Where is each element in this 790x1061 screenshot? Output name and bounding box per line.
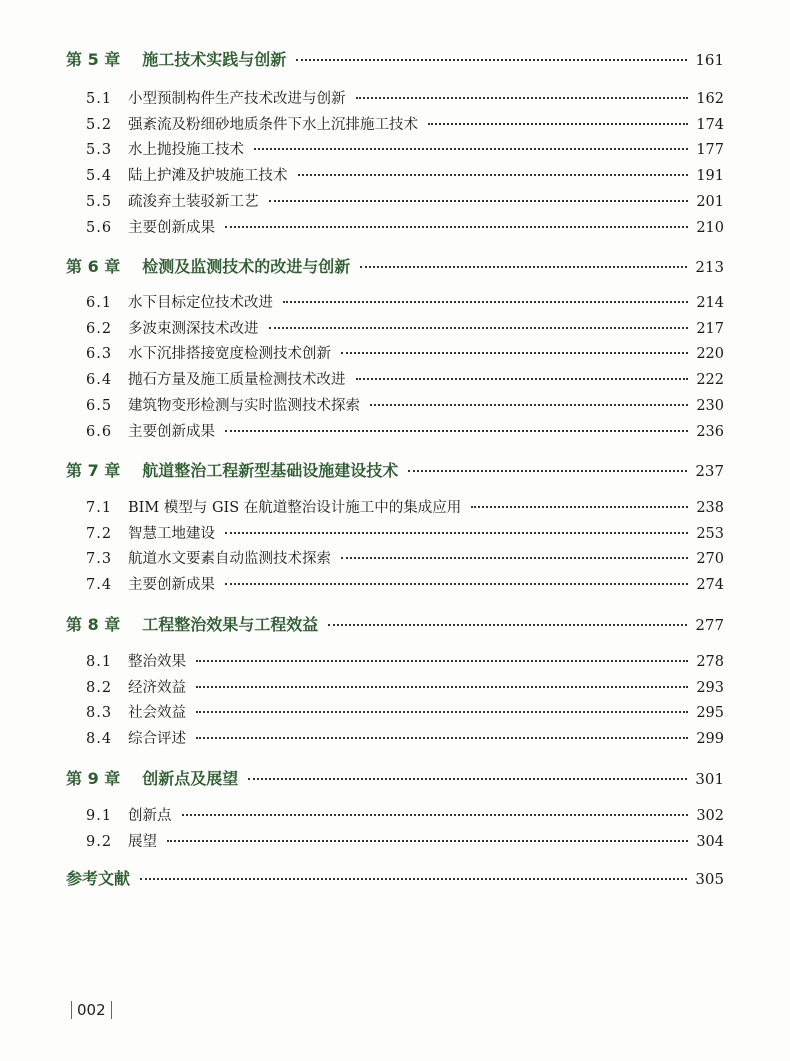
section-title: 多波束测深技术改进 — [128, 320, 259, 337]
section-page-number: 174 — [696, 116, 724, 133]
section-entry[interactable] — [86, 547, 724, 568]
section-page-number: 210 — [696, 219, 724, 236]
section-number: 5.4 — [86, 168, 113, 185]
chapter-page-number: 301 — [695, 770, 724, 788]
section-entry[interactable] — [86, 701, 724, 722]
dot-leader — [298, 174, 689, 176]
section-title: 整治效果 — [128, 654, 186, 670]
chapter-number: 第 7 章 — [66, 461, 121, 480]
chapter-number: 第 5 章 — [66, 50, 121, 69]
section-title: 主要创新成果 — [128, 219, 215, 236]
section-title: 水下目标定位技术改进 — [128, 295, 273, 311]
chapter-page-number: 213 — [695, 258, 724, 276]
dot-leader — [225, 583, 688, 585]
section-title: 主要创新成果 — [128, 423, 215, 440]
section-title: 强紊流及粉细砂地质条件下水上沉排施工技术 — [128, 116, 418, 133]
section-entry[interactable] — [86, 522, 724, 543]
section-number: 7.2 — [86, 525, 113, 542]
section-page-number: 191 — [696, 168, 724, 185]
chapter-entry[interactable] — [66, 254, 724, 277]
section-number: 8.4 — [86, 731, 113, 748]
section-page-number: 177 — [696, 142, 724, 159]
dot-leader — [471, 506, 688, 508]
section-title: 经济效益 — [128, 679, 186, 696]
chapter-number: 第 6 章 — [66, 257, 121, 276]
dot-leader — [225, 226, 688, 228]
section-page-number: 299 — [696, 731, 724, 748]
section-title: 水下沉排搭接宽度检测技术创新 — [128, 346, 331, 363]
section-number: 5.2 — [86, 116, 113, 133]
dot-leader — [360, 266, 687, 268]
chapter-title: 施工技术实践与创新 — [142, 50, 287, 69]
section-entry[interactable] — [86, 317, 724, 338]
section-entry[interactable] — [86, 727, 724, 748]
section-entry[interactable] — [86, 573, 724, 594]
ref-title: 参考文献 — [66, 869, 131, 888]
section-page-number: 293 — [696, 679, 724, 696]
section-entry[interactable] — [86, 164, 724, 185]
dot-leader — [428, 123, 688, 125]
section-title: 抛石方量及施工质量检测技术改进 — [128, 372, 346, 389]
section-page-number: 238 — [696, 500, 724, 516]
dot-leader — [341, 557, 688, 559]
section-number: 9.2 — [86, 833, 113, 850]
section-title: BIM 模型与 GIS 在航道整治设计施工中的集成应用 — [128, 500, 462, 516]
section-entry[interactable] — [86, 676, 724, 697]
chapter-page-number: 237 — [695, 462, 724, 480]
dot-leader — [296, 59, 687, 61]
chapter-entry[interactable] — [66, 458, 724, 481]
section-title: 陆上护滩及护坡施工技术 — [128, 168, 288, 185]
dot-leader — [225, 532, 688, 534]
section-number: 6.5 — [86, 397, 113, 414]
chapter-entry[interactable] — [66, 47, 724, 70]
footer-divider-left — [71, 1001, 72, 1019]
dot-leader — [254, 148, 688, 150]
dot-leader — [408, 470, 687, 472]
section-title: 小型预制构件生产技术改进与创新 — [128, 91, 346, 107]
dot-leader — [196, 737, 688, 739]
section-number: 6.6 — [86, 423, 113, 440]
section-title: 社会效益 — [128, 705, 186, 722]
section-title: 建筑物变形检测与实时监测技术探索 — [128, 397, 360, 414]
section-number: 8.1 — [86, 654, 113, 670]
chapter-number: 第 8 章 — [66, 615, 121, 634]
section-number: 8.2 — [86, 679, 113, 696]
section-page-number: 278 — [696, 654, 724, 670]
section-number: 5.6 — [86, 219, 113, 236]
section-number: 5.3 — [86, 142, 113, 159]
chapter-page-number: 161 — [695, 51, 724, 69]
section-number: 9.1 — [86, 808, 113, 824]
dot-leader — [328, 624, 687, 626]
section-page-number: 274 — [696, 577, 724, 594]
section-number: 5.5 — [86, 193, 113, 210]
section-number: 7.3 — [86, 551, 113, 568]
section-title: 主要创新成果 — [128, 577, 215, 594]
section-entry[interactable] — [86, 394, 724, 415]
dot-leader — [370, 404, 688, 406]
dot-leader — [196, 711, 688, 713]
dot-leader — [196, 660, 688, 662]
section-page-number: 295 — [696, 705, 724, 722]
section-entry[interactable] — [86, 830, 724, 851]
section-title: 疏浚弃土装驳新工艺 — [128, 193, 259, 210]
section-number: 6.3 — [86, 346, 113, 363]
section-entry[interactable] — [86, 113, 724, 134]
section-title: 综合评述 — [128, 731, 186, 748]
chapter-page-number: 277 — [695, 616, 724, 634]
section-title: 智慧工地建设 — [128, 525, 215, 542]
section-title: 航道水文要素自动监测技术探索 — [128, 551, 331, 568]
section-entry[interactable] — [86, 342, 724, 363]
section-entry[interactable] — [86, 216, 724, 237]
section-page-number: 217 — [696, 320, 724, 337]
section-entry[interactable] — [86, 368, 724, 389]
dot-leader — [248, 778, 687, 780]
section-page-number: 230 — [696, 397, 724, 414]
dot-leader — [269, 327, 689, 329]
section-number: 6.1 — [86, 295, 113, 311]
footer-page-number: 002 — [77, 1001, 106, 1019]
section-number: 8.3 — [86, 705, 113, 722]
chapter-title: 检测及监测技术的改进与创新 — [142, 257, 351, 276]
footer-divider-right — [111, 1001, 112, 1019]
chapter-number: 第 9 章 — [66, 769, 121, 788]
section-title: 水上抛投施工技术 — [128, 142, 244, 159]
section-page-number: 304 — [696, 833, 724, 850]
section-entry[interactable] — [86, 420, 724, 441]
references-entry[interactable] — [66, 866, 724, 889]
section-number: 5.1 — [86, 91, 113, 107]
chapter-title: 工程整治效果与工程效益 — [142, 615, 319, 634]
section-number: 7.4 — [86, 577, 113, 594]
section-number: 6.2 — [86, 320, 113, 337]
section-entry[interactable] — [86, 804, 724, 825]
section-number: 7.1 — [86, 500, 113, 516]
section-page-number: 220 — [696, 346, 724, 363]
dot-leader — [225, 430, 688, 432]
dot-leader — [283, 301, 688, 303]
dot-leader — [182, 814, 689, 816]
section-entry[interactable] — [86, 291, 724, 312]
chapter-entry[interactable] — [66, 766, 724, 789]
dot-leader — [167, 840, 688, 842]
dot-leader — [356, 378, 689, 380]
ref-page-number: 305 — [695, 870, 724, 888]
section-entry[interactable] — [86, 138, 724, 159]
section-title: 展望 — [128, 833, 157, 850]
section-page-number: 253 — [696, 525, 724, 542]
dot-leader — [196, 686, 688, 688]
section-entry[interactable] — [86, 190, 724, 211]
dot-leader — [269, 200, 689, 202]
section-page-number: 236 — [696, 423, 724, 440]
chapter-title: 创新点及展望 — [142, 769, 239, 788]
section-entry[interactable] — [86, 496, 724, 517]
dot-leader — [341, 352, 688, 354]
dot-leader — [356, 97, 689, 99]
section-entry[interactable] — [86, 650, 724, 671]
section-page-number: 222 — [696, 372, 724, 389]
section-number: 6.4 — [86, 372, 113, 389]
section-page-number: 162 — [696, 91, 724, 107]
section-page-number: 201 — [696, 193, 724, 210]
section-page-number: 270 — [696, 551, 724, 568]
section-page-number: 302 — [696, 808, 724, 824]
section-entry[interactable] — [86, 87, 724, 108]
dot-leader — [140, 878, 687, 880]
page-footer — [66, 1001, 117, 1019]
section-page-number: 214 — [696, 295, 724, 311]
section-title: 创新点 — [128, 808, 172, 824]
chapter-entry[interactable] — [66, 612, 724, 635]
chapter-title: 航道整治工程新型基础设施建设技术 — [142, 461, 399, 480]
